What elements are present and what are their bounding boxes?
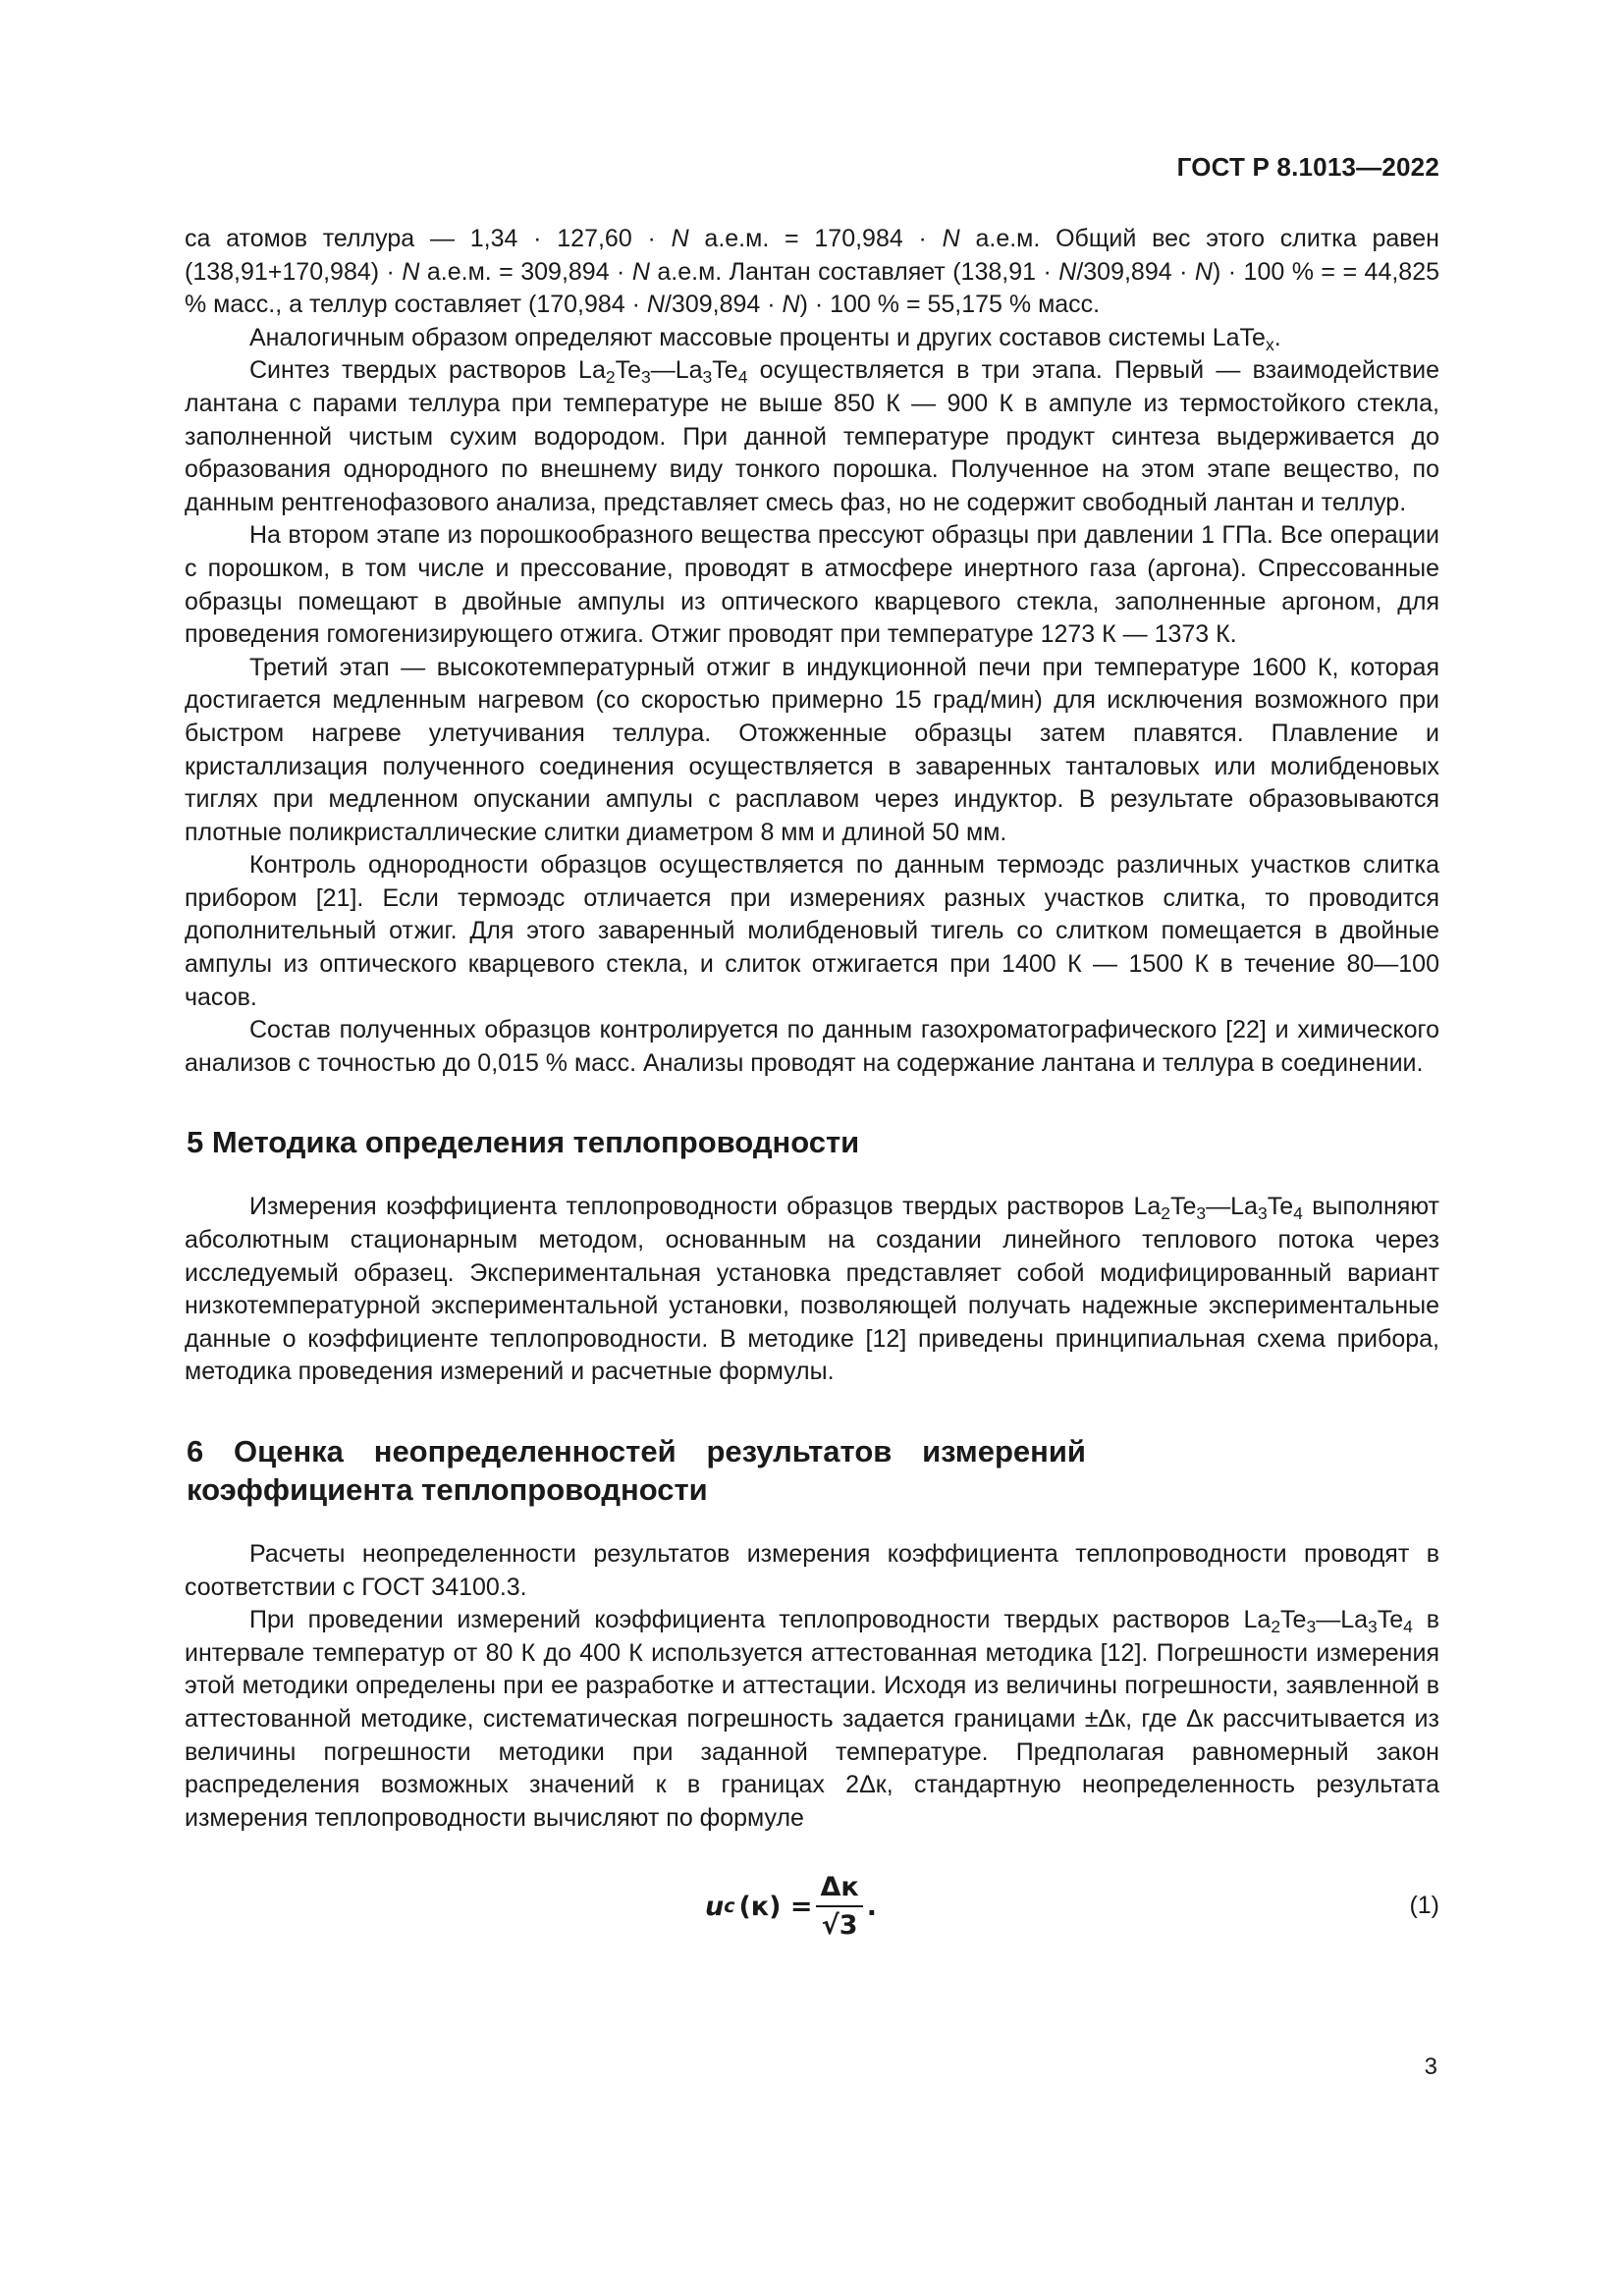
formula-1 bbox=[185, 1862, 1439, 1952]
formula-argument: (к) = bbox=[738, 1891, 813, 1922]
document-id-header: ГОСТ Р 8.1013—2022 bbox=[1176, 152, 1439, 182]
paragraph-homogeneity-control: Контроль однородности образцов осуществляется по данным термоэдс различных участков слитка прибором [21]. Если термоэдс отличается при измерениях разных участков слитка, то проводится дополнительный отжиг. Для этого заваренный молибденовый тигель со слитком помещается в двойные ампулы из оптического кварцевого стекла, и слиток отжигается при 1400 К — 1500 К в течение 80—100 часов. bbox=[185, 851, 1439, 1011]
paragraph-section-5: Измерения коэффициента теплопроводности образцов твердых растворов $La_2Te_3—La_3Te_4$ выполняют абсолютным стационарным методом, основанным на создании линейного теплового потока через исследуемый образец. Экспериментальная установка представляет собой модифицированный вариант низкотемпературной экспериментальной установки, позволяющей получать надежные экспериментальные данные о коэффициенте теплопроводности. В методике [12] приведены принципиальная схема прибора, методика проведения измерений и расчетные формулы. bbox=[185, 1193, 1439, 1386]
paragraph-stage-two: На втором этапе из порошкообразного вещества прессуют образцы при давлении 1 ГПа. Все операции с порошком, в том числе и прессование, проводят в атмосфере инертного газа (аргона). Спрессованные образцы помещают в двойные ампулы из оптического кварцевого стекла, заполненные аргоном, для проведения гомогенизирующего отжига. Отжиг проводят при температуре 1273 К — 1373 К. bbox=[185, 521, 1439, 649]
paragraph-mass-calculation: са атомов теллура — 1,34 · 127,60 · N а.е.м. = 170,984 · N а.е.м. Общий вес этого слитка равен (138,91+170,984) · N а.е.м. = 309,894 · N а.е.м. Лантан составляет (138,91 · N/309,894 · N) · 100 % = = 44,825 % масс., а теллур составляет (170,984 · N/309,894 · N) · 100 % = 55,175 % масс. bbox=[185, 225, 1440, 319]
page-number: 3 bbox=[1424, 2054, 1437, 2080]
formula-expression: u c (к) = $\frac{\Delta к}{√3}$ . bbox=[705, 1871, 877, 1942]
formula-tail: . bbox=[866, 1891, 877, 1922]
section-5-heading: 5 Методика определения теплопроводности bbox=[187, 1125, 860, 1160]
formula-u: u bbox=[705, 1891, 725, 1922]
formula-denominator: √3 bbox=[821, 1910, 858, 1942]
equation-number: (1) bbox=[1409, 1892, 1439, 1920]
paragraph-composition: Состав полученных образцов контролируется по данным газохроматографического [22] и химического анализов с точностью до 0,015 % масс. Анализы проводят на содержание лантана и теллура в соединении. bbox=[185, 1016, 1439, 1077]
paragraph-synthesis: Синтез твердых растворов $La_2Te_3—La_3Te_4$ осуществляется в три этапа. Первый — взаимодействие лантана с парами теллура при температуре не выше 850 К — 900 К в ампуле из термостойкого стекла, заполненной чистым сухим водородом. При данной температуре продукт синтеза выдерживается до образования однородного по внешнему виду тонкого порошка. Полученное на этом этапе вещество, по данным рентгенофазового анализа, представляет смесь фаз, но не содержит свободный лантан и теллур. bbox=[185, 356, 1440, 516]
section-6-heading: 6 Оценка неопределенностей результатов измерений коэффициента теплопроводности bbox=[187, 1434, 1086, 1507]
paragraph-section-6-method: При проведении измерений коэффициента теплопроводности твердых растворов $La_2Te_3—La_3Te_4$ в интервале температур от 80 К до 400 К используется аттестованная методика [12]. Погрешности измерения этой методики определены при ее разработке и аттестации. Исходя из величины погрешности, заявленной в аттестованной методике, систематическая погрешность задается границами ±Δк, где Δк рассчитывается из величины погрешности методики при заданной температуре. Предполагая равномерный закон распределения возможных значений к в границах 2Δк, стандартную неопределенность результата измерения теплопроводности вычисляют по формуле bbox=[185, 1606, 1439, 1832]
document-body bbox=[185, 223, 1439, 1952]
paragraph-analog: Аналогичным образом определяют массовые проценты и других составов системы LaTe$_x$. bbox=[249, 323, 1281, 354]
formula-fraction bbox=[816, 1871, 862, 1943]
paragraph-section-6-intro: Расчеты неопределенности результатов измерения коэффициента теплопроводности проводят в соответствии с ГОСТ 34100.3. bbox=[185, 1540, 1439, 1601]
formula-numerator: Δк bbox=[816, 1871, 862, 1908]
paragraph-stage-three: Третий этап — высокотемпературный отжиг в индукционной печи при температуре 1600 К, которая достигается медленным нагревом (со скоростью примерно 15 град/мин) для исключения возможного при быстром нагреве улетучивания теллура. Отожженные образцы затем плавятся. Плавление и кристаллизация полученного соединения осуществляется в заваренных танталовых или молибденовых тиглях при медленном опускании ампулы с расплавом через индуктор. В результате образовываются плотные поликристаллические слитки диаметром 8 мм и длиной 50 мм. bbox=[185, 653, 1439, 846]
